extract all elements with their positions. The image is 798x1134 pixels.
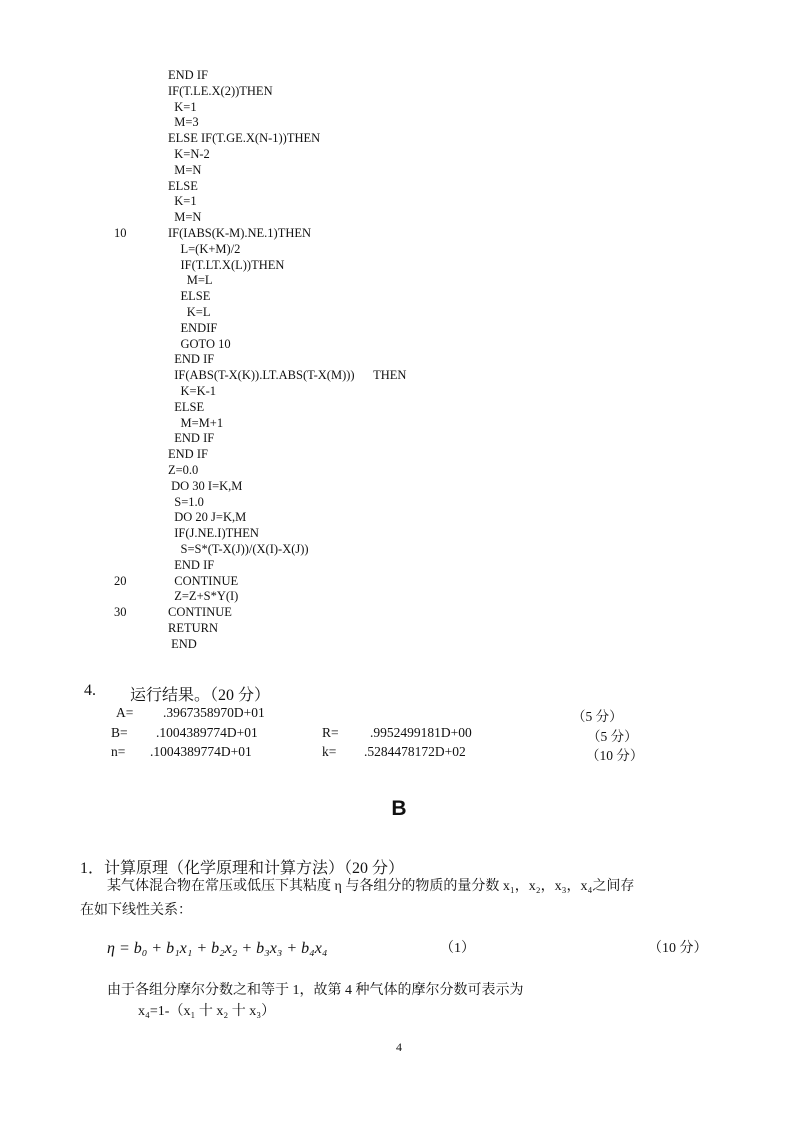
code-line: IF(IABS(K-M).NE.1)THEN — [168, 226, 312, 240]
code-line: M=N — [168, 162, 202, 177]
code-line: K=N-2 — [168, 147, 210, 161]
code-line: K=K-1 — [168, 384, 217, 398]
code-line: ELSE — [168, 399, 205, 414]
result-r-label: R= — [322, 725, 339, 740]
code-line: IF(T.LE.X(2))THEN — [168, 83, 273, 98]
code-line: IF(T.LT.X(L))THEN — [168, 257, 285, 272]
result-a-label: A= — [116, 705, 134, 720]
result-r-value: .9952499181D+00 — [370, 725, 472, 740]
code-line: ELSE IF(T.GE.X(N-1))THEN — [168, 131, 321, 146]
code-line: M=M+1 — [168, 415, 224, 430]
section-b-paragraph1-line2: 在如下线性关系： — [80, 903, 192, 918]
code-line: ENDIF — [168, 320, 218, 335]
code-line: END — [168, 636, 197, 651]
code-line: M=L — [168, 273, 213, 288]
section-4-title: 运行结果。（20 分） — [130, 687, 271, 704]
code-line: ELSE — [168, 289, 211, 304]
code-line: K=1 — [168, 194, 197, 209]
section-b-paragraph3: x₄=1-（x₁ 十 x₂ 十 x₃） — [138, 1004, 276, 1019]
result-k-label: k= — [322, 744, 337, 759]
code-line: DO 20 J=K,M — [168, 510, 247, 525]
code-listing — [114, 68, 514, 668]
viscosity-equation: η = b₀ + b₁x₁ + b₂x₂ + b₃x₃ + b₄x₄ — [107, 940, 328, 957]
section-b-heading: B — [391, 797, 407, 820]
result-b-value: .1004389774D+01 — [156, 725, 258, 740]
code-line: CONTINUE — [168, 573, 239, 588]
code-line: END IF — [168, 431, 215, 446]
result-a-value: .3967358970D+01 — [163, 705, 265, 720]
code-line: Z=Z+S*Y(I) — [168, 589, 239, 604]
code-line: L=(K+M)/2 — [168, 241, 241, 256]
code-statement-label: 20 — [114, 573, 127, 588]
code-line: S=1.0 — [168, 494, 204, 509]
code-line: K=L — [168, 305, 211, 319]
result-row3-score: （10 分） — [586, 748, 644, 763]
result-row2-score: （5 分） — [587, 729, 638, 744]
result-k-value: .5284478172D+02 — [364, 744, 466, 759]
section-b-paragraph2: 由于各组分摩尔分数之和等于 1，故第 4 种气体的摩尔分数可表示为 — [107, 983, 524, 998]
section-b-item1-title: 1．计算原理（化学原理和计算方法）（20 分） — [80, 860, 405, 877]
code-line: IF(ABS(T-X(K)).LT.ABS(T-X(M))) THEN — [168, 368, 407, 383]
code-line: K=1 — [168, 99, 197, 114]
code-line: Z=0.0 — [168, 463, 199, 477]
page-number: 4 — [396, 1040, 402, 1054]
code-line: IF(J.NE.I)THEN — [168, 526, 259, 541]
equation-number: （1） — [440, 941, 475, 956]
section-4-number: 4. — [84, 682, 96, 699]
code-line: END IF — [168, 557, 215, 572]
code-line: END IF — [168, 352, 215, 367]
code-statement-label: 30 — [114, 605, 127, 620]
code-line: M=N — [168, 210, 202, 225]
equation-score: （10 分） — [648, 941, 708, 956]
result-row1-score: （5 分） — [572, 709, 623, 724]
code-line: M=3 — [168, 115, 199, 130]
code-line: ELSE — [168, 178, 198, 193]
result-n-value: .1004389774D+01 — [150, 744, 252, 759]
code-statement-label: 10 — [114, 226, 127, 240]
code-line: END IF — [168, 68, 208, 82]
code-line: GOTO 10 — [168, 336, 231, 351]
code-line: DO 30 I=K,M — [168, 478, 243, 493]
code-line: S=S*(T-X(J))/(X(I)-X(J)) — [168, 542, 309, 556]
code-line: CONTINUE — [168, 605, 232, 620]
section-b-paragraph1-line1: 某气体混合物在常压或低压下其粘度 η 与各组分的物质的量分数 x₁，x₂，x₃，x₄之间存 — [107, 879, 635, 894]
code-line: RETURN — [168, 621, 218, 635]
result-b-label: B= — [111, 725, 128, 740]
code-line: END IF — [168, 447, 208, 462]
result-n-label: n= — [111, 744, 126, 759]
